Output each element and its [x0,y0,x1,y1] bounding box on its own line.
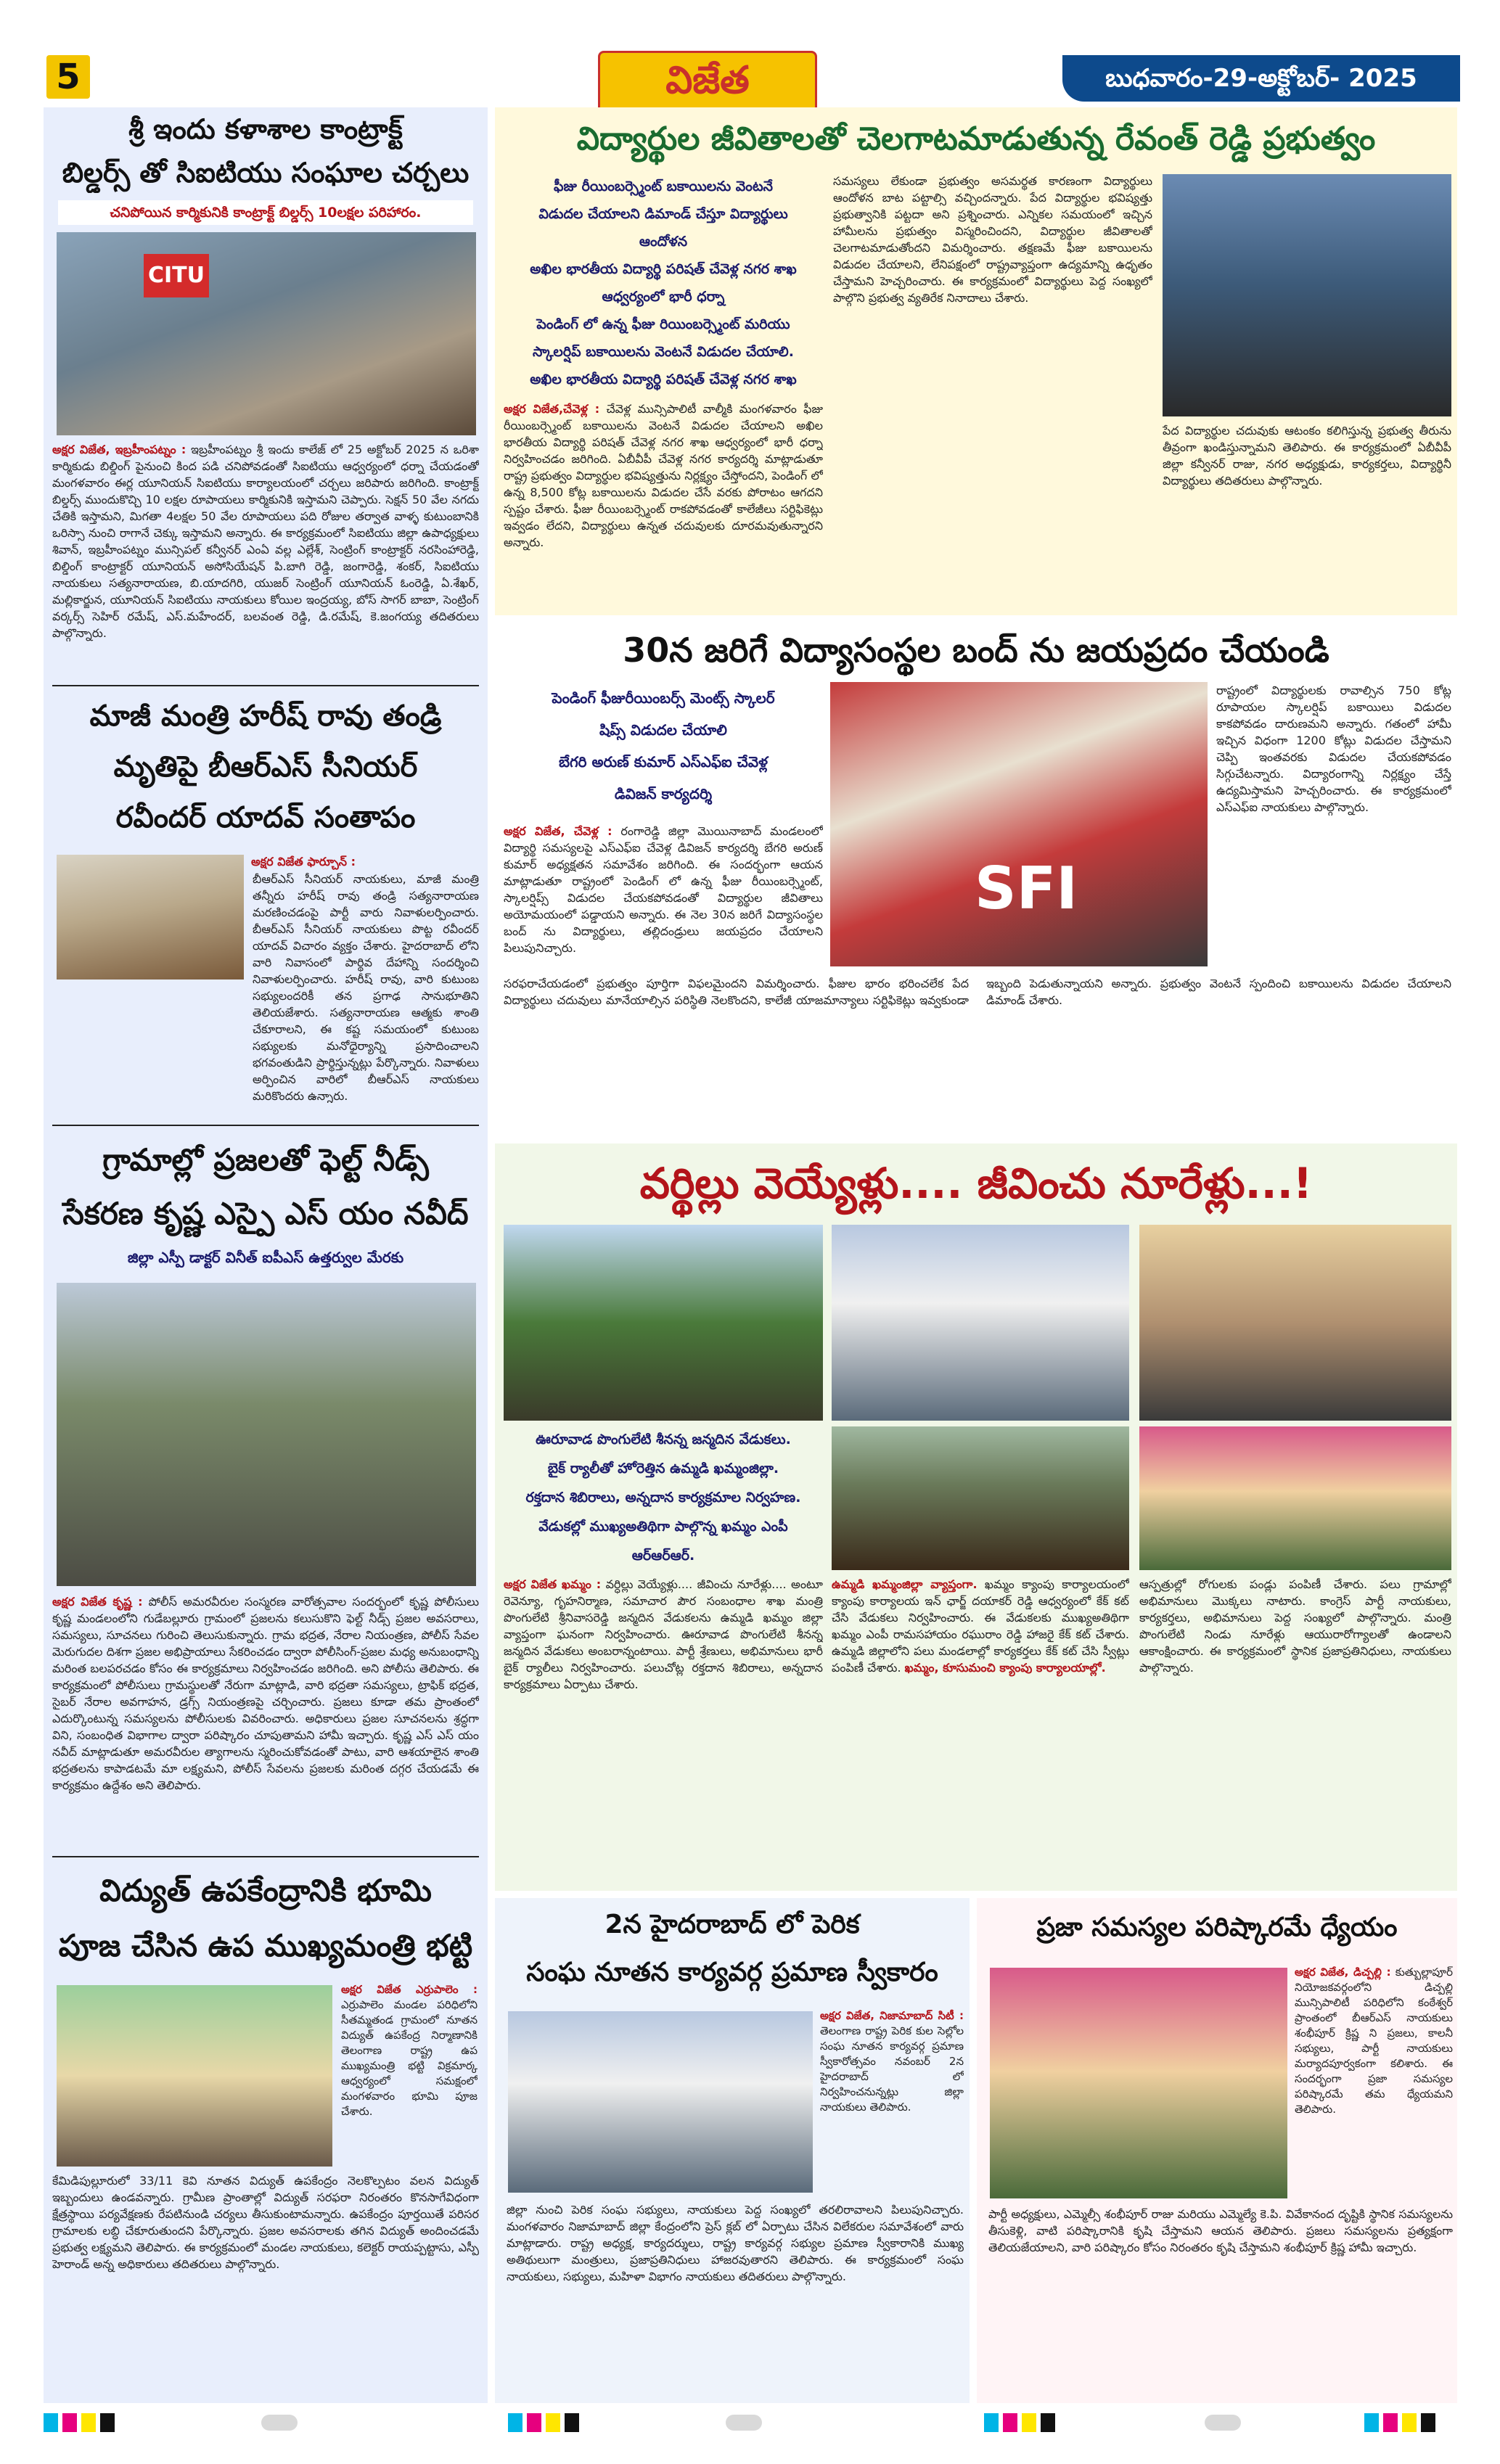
midsec2-body-left [504,823,823,972]
midsec3-body-c [1139,1576,1451,1886]
midsec2-subhead-line: పెండింగ్ ఫీజురీయింబర్స్ మెంట్స్ స్కాలర్ [552,689,775,707]
btmright-body-side [1295,1965,1453,2201]
midtop-subhead-line: అఖిల భారతీయ విద్యార్థి పరిషత్ చేవెళ్ల నగర శాఖ [530,371,797,387]
midsec3-dateline: అక్షర విజేత ఖమ్మం : [504,1577,602,1591]
story1-headline-line1: శ్రీ ఇందు కళాశాల కాంట్రాక్ట్ [128,113,403,145]
midtop-body-left [504,401,823,611]
midsec2-body-right [1216,682,1451,972]
story3-body-text: పోలీస్ అమరవీరుల సంస్మరణ వారోత్సవాల సందర్భంలో కృష్ణ పోలీసులు కృష్ణ మండలంలోని గుడేబల్లూరు గ్రామంలో ప్రజలను కలుసుకొని ఫెల్ట్ నీడ్స్ ప్రజల అవసరాలు, సమస్యలు, సూచనలు గురించి తెలుసుకున్నారు. గ్రామ భద్రత, నేరాల నియంత్రణ, పోలీస్ సేవల మెరుగుదల దిశగా ప్రజల అభిప్రాయాలు సేకరించడం ద్వారా పోలీసింగ్-ప్రజల మధ్య అనుబంధాన్ని మరింత బలపరచడం కోసం ఈ కార్యక్రమాలు నిర్వహించడం జరిగింది. అని పోలీసు తెలిపారు. ఈ కార్యక్రమంలో పోలీసులు గ్రామస్థులతో నేరుగా మాట్లాడి, వారి భద్రతా సమస్యలు, ట్రాఫిక్ భద్రత, సైబర్ నేరాల అవగాహన, డ్రగ్స్ నియంత్రణపై చర్చించారు. ప్రజలు కూడా తమ ప్రాంతంలో ఎదుర్కొంటున్న సమస్యలను పోలీసులకు వివరించారు. అధికారులు ప్రజల సూచనలను శ్రద్ధగా విని, సంబంధిత విభాగాల ద్వారా పరిష్కారం చూపుతామని హామీ ఇచ్చారు. కృష్ణ ఎస్ ఎస్ యం నవీద్ మాట్లాడుతూ అమరవీరుల త్యాగాలను స్మరించుకోవడంతో పాటు, వారి ఆశయాలైన శాంతి భద్రతలను కాపాడటమే మా లక్ష్యమని, పోలీస్ సేవలను ప్రజలకు మరింత దగ్గర చేయడమే ఈ కార్యక్రమం ఉద్దేశం అని తెలిపారు. [52,1595,479,1792]
story4-body [52,2172,479,2399]
btmmid-body-text: జిల్లా నుంచి పెరిక సంఘ సభ్యులు, నాయకులు పెద్ద సంఖ్యలో తరలిరావాలని పిలుపునిచ్చారు. మంగళవారం నిజామాబాద్ జిల్లా కేంద్రంలోని ప్రెస్ క్లబ్ లో ఏర్పాటు చేసిన విలేకరుల సమావేశంలో వారు మాట్లాడారు. రాష్ట్ర అధ్యక్ష, కార్యదర్శులు, రాష్ట్ర కార్యవర్గ సభ్యుల ప్రమాణ స్వీకారానికి ముఖ్య అతిథులుగా మంత్రులు, ప్రజాప్రతినిధులు హాజరవుతారని తెలిపారు. ఈ కార్యక్రమంలో సంఘ నాయకులు, సభ్యులు, మహిళా విభాగం నాయకులు తదితరులు పాల్గొన్నారు. [507,2203,964,2283]
story4-body-side-text: ఎర్రుపాలెం మండల పరిధిలోని సీతమ్మతండ గ్రామంలో నూతన విద్యుత్ ఉపకేంద్ర నిర్మాణానికి తెలంగాణ రాష్ట్ర ఉప ముఖ్యమంత్రి భట్టి విక్రమార్క ఆధ్వర్యంలో సమక్షంలో మంగళవారం భూమి పూజ చేశారు. [341,1998,478,2118]
registration-marks-right [984,2413,1060,2432]
btmright-dateline: అక్షర విజేత, డిచ్పల్లి : [1295,1966,1391,1979]
midsec3-body-b-text: ఖమ్మం క్యాంపు కార్యాలయంలో క్యాంపు కార్యాలయ ఇన్ ఛార్జ్ దయాకర్ రెడ్డి ఆధ్వర్యంలో కేక్ కట్ చేసి వేడుకలు నిర్వహించారు. ఈ వేడుకలకు ముఖ్యఅతిథిగా ఖమ్మం ఎంపీ రామసహాయం రఘురాం రెడ్డి హాజరై కేక్ కట్ చేశారు. ఉమ్మడి జిల్లాలోని పలు మండలాల్లో కార్యకర్తలు కేక్ కట్ చేసి స్వీట్లు పంపిణీ చేశారు. [832,1577,1129,1675]
story3-dateline: అక్షర విజేత కృష్ణ : [52,1595,143,1609]
midsec3-body-b [832,1576,1129,1886]
story1-body [52,441,479,681]
registration-marks-far-right [1364,2413,1440,2432]
story4-dateline: అక్షర విజేత ఎర్రుపాలెం : [341,1983,478,1996]
story3-body [52,1593,479,1833]
black-swatch [1421,2413,1435,2432]
midsec3-photo-cake2 [1139,1225,1451,1421]
midtop-photo [1163,174,1451,416]
midsec2-body-bottom-text: సరఫరాచేయడంలో ప్రభుత్వం పూర్తిగా విఫలమైందని విమర్శించారు. ఫీజుల భారం భరించలేక పేద విద్యార్థులు చదువులు మానేయాల్సిన పరిస్థితి నెలకొందని, కాలేజీ యాజమాన్యాలు సర్టిఫికెట్లు ఇవ్వకుండా ఇబ్బంది పెడుతున్నాయని అన్నారు. ప్రభుత్వం వెంటనే స్పందించి బకాయిలను విడుదల చేయాలని డిమాండ్ చేశారు. [504,977,1451,1007]
btmright-photo [990,1968,1287,2198]
midsec3-caption-line: ఊరూవాడ పొంగులేటి శీనన్న జన్మదిన వేడుకలు. [536,1432,791,1447]
midsec3-photo-event [1139,1426,1451,1570]
divider [52,1856,479,1857]
midsec3-subhead-mid2: ఖమ్మం, కూసుమంచి క్యాంపు కార్యాలయాల్లో. [904,1661,1106,1675]
btmright-body [988,2206,1453,2399]
divider [52,1125,479,1126]
black-swatch [1041,2413,1055,2432]
story3-photo [57,1283,476,1586]
midsec3-photo-group [832,1426,1129,1570]
yellow-swatch [546,2413,560,2432]
story2-dateline: అక్షర విజేత ఫార్చూన్ : [251,855,356,868]
btmmid-body-side [820,2008,964,2198]
registration-pill [1205,2415,1241,2431]
magenta-swatch [1383,2413,1398,2432]
midsec3-body-a-text: వర్ధిల్లు వెయ్యేళ్లు.... జీవించు నూరేళ్లు.... అంటూ రెవెన్యూ, గృహనిర్మాణ, సమాచార పౌర సంబంధాల శాఖ మంత్రి పొంగులేటి శ్రీనివాసరెడ్డి జన్మదిన వేడుకలను ఉమ్మడి ఖమ్మం జిల్లా వ్యాప్తంగా ఘనంగా నిర్వహించారు. ఊరూవాడ పొంగులేటి శీనన్న జన్మదిన వేడుకలు అంబరాన్నంటాయి. పార్టీ శ్రేణులు, అభిమానులు భారీ బైక్ ర్యాలీలు నిర్వహించారు. పలుచోట్ల రక్తదాన శిబిరాలు, అన్నదాన కార్యక్రమాలు ఏర్పాటు చేశారు. [504,1577,823,1691]
cyan-swatch [1364,2413,1379,2432]
midsec2-body-left-text: రంగారెడ్డి జిల్లా మొయినాబాద్ మండలంలో విద్యార్థి సమస్యలపై ఎస్ఎఫ్ఐ చేవెళ్ల డివిజన్ కార్యదర్శి బేగరి అరుణ్ కుమార్ అధ్యక్షతన సమావేశం జరిగింది. ఈ సందర్భంగా ఆయన మాట్లాడుతూ రాష్ట్రంలో పెండింగ్ లో ఉన్న ఫీజు రీయింబర్స్మెంట్, స్కాలర్షిప్స్ విడుదల చేయకపోవడంతో విద్యార్థుల జీవితాలు అయోమయంలో పడ్డాయని అన్నారు. ఈ నెల 30న జరిగే విద్యాసంస్థల బంద్ ను విద్యార్థులు, తల్లిదండ్రులు జయప్రదం చేయాలని పిలుపునిచ్చారు. [504,824,823,955]
story2-body-text: బీఆర్ఎస్ సీనియర్ నాయకులు, మాజీ మంత్రి తన్నీరు హరీష్ రావు తండ్రి సత్యనారాయణ మరణించడంపై పార్టీ వారు నివాళులర్పించారు. బీఆర్ఎస్ సీనియర్ నాయకులు పొట్ట రవీందర్ యాదవ్ విచారం వ్యక్తం చేశారు. హైదరాబాద్ లోని వారి నివాసంలో పార్థివ దేహాన్ని సందర్శించి నివాళులర్పించారు. హరీష్ రావు, వారి కుటుంబ సభ్యులందరికీ తన ప్రగాఢ సానుభూతిని తెలియజేశారు. సత్యనారాయణ ఆత్మకు శాంతి చేకూరాలని, ఈ కష్ట సమయంలో కుటుంబ సభ్యులకు మనోధైర్యాన్ని ప్రసాదించాలని భగవంతుడిని ప్రార్థిస్తున్నట్లు పేర్కొన్నారు. నివాళులు అర్పించిన వారిలో బీఆర్ఎస్ నాయకులు మరికొందరు ఉన్నారు. [253,872,479,1103]
midtop-subhead-line: ఆందోళన [639,234,688,250]
btmmid-headline-line2: సంఘ నూతన కార్యవర్గ ప్రమాణ స్వీకారం [526,1958,938,1987]
cyan-swatch [508,2413,522,2432]
story4-body-text: కేమిడిపుల్లూరులో 33/11 కెవి నూతన విద్యుత్ ఉపకేంద్రం నెలకొల్పటం వలన విద్యుత్ ఇబ్బందులు ఉండవన్నారు. గ్రామీణ ప్రాంతాల్లో విద్యుత్ సరఫరా నిరంతరం కొనసాగేవిధంగా క్షేత్రస్థాయి పర్యవేక్షణకు రేపటినుండి చర్యలు తీసుకుంటామన్నారు. ఉపకేంద్రం పూర్తయితే పరిసర గ్రామాలకు లబ్ధి చేకూరుతుందని పేర్కొన్నారు. ప్రజల అవసరాలకు తగిన విద్యుత్ అందించడమే ప్రభుత్వ లక్ష్యమని తెలిపారు. ఈ కార్యక్రమంలో మండల నాయకులు, కలెక్టర్ రాయప్పట్టాసు, ఎస్పీ హెరాండ్ అన్న అధికారులు తదితరులు పాల్గొన్నారు. [52,2174,479,2271]
midtop-subhead-line: ఆధ్వర్యంలో భారీ ధర్నా [602,289,725,305]
midtop-body-mid-text: సమస్యలు లేకుండా ప్రభుత్వం అసమర్థత కారణంగా విద్యార్థులు ఆందోళన బాట పట్టాల్సి వచ్చిందన్నారు. పేద విద్యార్థుల భవిష్యత్తు ప్రభుత్వానికి పట్టదా అని ప్రశ్నించారు. ఎన్నికల సమయంలో ఇచ్చిన హామీలను ప్రభుత్వం విస్మరించిందని, విద్యార్థుల జీవితాలతో చెలగాటమాడుతోందని విమర్శించారు. తక్షణమే ఫీజు బకాయిలను విడుదల చేయాలని, లేనిపక్షంలో రాష్ట్రవ్యాప్తంగా ఉద్యమాన్ని ఉధృతం చేస్తామని హెచ్చరించారు. ఈ కార్యక్రమంలో విద్యార్థులు పెద్ద సంఖ్యలో పాల్గొని ప్రభుత్వ వ్యతిరేక నినాదాలు చేశారు. [833,174,1152,305]
registration-pill [726,2415,762,2431]
midtop-subheads [504,173,823,398]
story1-headline-line2: బిల్డర్స్ తో సిఐటియు సంఘాల చర్చలు [62,157,470,189]
btmmid-headline-line1: 2న హైదరాబాద్ లో పెరిక [604,1910,860,1939]
btmmid-body [507,2201,964,2399]
midsec2-body-bottom [504,975,1451,1130]
story3-headline-line1: గ్రామాల్లో ప్రజలతో ఫెల్ట్ నీడ్స్ [102,1142,429,1178]
midtop-subhead-line: అఖిల భారతీయ విద్యార్థి పరిషత్ చేవెళ్ల నగర శాఖ [530,261,797,277]
midtop-body-left-text: చేవెళ్ల మున్సిపాలిటీ వాల్మీకి మంగళవారం ఫీజు రీయింబర్స్మెంట్ బకాయిలను వెంటనే విడుదల చేయాలని అఖిల భారతీయ విద్యార్థి పరిషత్ చేవెళ్ల నగర శాఖ ఆధ్వర్యంలో భారీ ధర్నా నిర్వహించడం జరిగింది. ఏబీవీపీ చేవెళ్ల నగర కార్యదర్శి మాట్లాడుతూ రాష్ట్ర ప్రభుత్వం విద్యార్థుల భవిష్యత్తును నిర్లక్ష్యం చేస్తోందని, పెండింగ్ లో ఉన్న 8,500 కోట్ల బకాయిలను విడుదల చేసే వరకు పోరాటం ఆగదని స్పష్టం చేశారు. ఫీజు రీయింబర్స్మెంట్ రాకపోవడంతో కాలేజీలు సర్టిఫికెట్లు ఇవ్వడం లేదని, విద్యార్థులు ఉన్నత చదువులకు దూరమవుతున్నారని అన్నారు. [504,402,823,549]
story4-body-side [341,1982,478,2168]
btmright-headline: ప్రజా సమస్యల పరిష్కారమే ధ్యేయం [1036,1913,1398,1942]
midsec3-photo-cake1 [832,1225,1129,1421]
midsec2-body-right-text: రాష్ట్రంలో విద్యార్థులకు రావాల్సిన 750 కోట్ల రూపాయల స్కాలర్షిప్ బకాయిలు విడుదల కాకపోవడం దారుణమని అన్నారు. గతంలో హామీ ఇచ్చిన విధంగా 1200 కోట్లు విడుదల చేస్తామని చెప్పి ఇంతవరకు విడుదల చేయకపోవడం సిగ్గుచేటన్నారు. విద్యారంగాన్ని నిర్లక్ష్యం చేస్తే ఉద్యమిస్తామని హెచ్చరించారు. ఈ కార్యక్రమంలో ఎస్ఎఫ్ఐ నాయకులు పాల్గొన్నారు. [1216,683,1451,814]
midsec2-dateline: అక్షర విజేత, చేవెళ్ల : [504,824,612,838]
story1-subhead: చనిపోయిన కార్మికునికి కాంట్రాక్ట్ బిల్డర్స్ 10లక్షల పరిహారం. [58,200,473,225]
midsec2-subheads [504,682,823,818]
midsec2-subhead-line: డివిజన్ కార్యదర్శి [614,785,713,802]
story1-dateline: అక్షర విజేత, ఇబ్రహీంపట్నం : [52,443,187,456]
story2-body [52,871,479,1103]
story4-headline-line1: విద్యుత్ ఉపకేంద్రానికి భూమి [99,1873,432,1908]
story2-headline-line3: రవీందర్ యాదవ్ సంతాపం [115,801,416,834]
midtop-headline: విద్యార్థుల జీవితాలతో చెలగాటమాడుతున్న రేవంత్ రెడ్డి ప్రభుత్వం [576,120,1376,157]
yellow-swatch [1402,2413,1417,2432]
btmright-body-side-text: కుత్బుల్లాపూర్ నియోజకవర్గంలోని డిచ్పల్లి మున్సిపాలిటీ పరిధిలోని కంఠేశ్వర్ ప్రాంతంలో బీఆర్ఎస్ నాయకులు శంభీపూర్ క్రిష్ణ ని ప్రజలు, కాలనీ సభ్యులు, పార్టీ నాయకులు మర్యాదపూర్వకంగా కలిశారు. ఈ సందర్భంగా ప్రజా సమస్యల పరిష్కారమే తమ ధ్యేయమని తెలిపారు. [1295,1966,1453,2116]
story3-headline-line2: సేకరణ కృష్ణ ఎస్పై ఎస్ యం నవీద్ [62,1196,469,1231]
story2-headline-line1: మాజీ మంత్రి హరీష్ రావు తండ్రి [89,699,442,733]
midsec3-subhead-mid: ఉమ్మడి ఖమ్మంజిల్లా వ్యాప్తంగా. [832,1577,978,1591]
registration-marks-left [44,2413,119,2432]
midtop-dateline: అక్షర విజేత,చేవెళ్ల : [504,402,600,416]
midsec3-captions [504,1425,823,1570]
masthead-logo: విజేత [598,51,817,113]
midsec2-photo [830,682,1208,966]
midtop-body-mid [833,173,1152,611]
story3-subhead: జిల్లా ఎస్పీ డాక్టర్ వినీత్ ఐపీఎస్ ఉత్తర్వుల మేరకు [127,1249,404,1266]
story2-headline-line2: మృతిపై బీఆర్ఎస్ సీనియర్ [113,750,418,784]
midtop-body-right-text: పేద విద్యార్థుల చదువుకు ఆటంకం కలిగిస్తున్న ప్రభుత్వ తీరును తీవ్రంగా ఖండిస్తున్నామని తెలిపారు. ఈ కార్యక్రమంలో ఏబీవీపీ జిల్లా కన్వీనర్ రాజు, నగర అధ్యక్షుడు, కార్యకర్తలు, విద్యార్థినీ విద్యార్థులు తదితరులు పాల్గొన్నారు. [1163,424,1451,488]
midsec3-caption-line: ఆర్ఆర్ఆర్. [631,1548,695,1564]
story4-photo [57,1985,332,2167]
yellow-swatch [81,2413,96,2432]
btmmid-dateline: అక్షర విజేత, నిజామాబాద్ సిటీ : [820,2009,964,2022]
cyan-swatch [984,2413,999,2432]
black-swatch [565,2413,579,2432]
midtop-subhead-line: పెండింగ్ లో ఉన్న ఫీజు రియింబర్స్మెంట్ మరియు [536,316,790,332]
sfi-banner: SFI [974,855,1078,922]
story4-headline-line2: పూజ చేసిన ఉప ముఖ్యమంత్రి భట్టి [58,1928,473,1963]
magenta-swatch [527,2413,541,2432]
magenta-swatch [62,2413,77,2432]
story1-photo [57,232,476,435]
story1-body-text: ఇబ్రహీంపట్నం శ్రీ ఇందు కాలేజ్ లో 25 అక్టోబర్ 2025 న ఒరిశా కార్మికుడు బిల్డింగ్ పైనుంచి కింద పడి చనిపోవడంతో సిఐటియు ఆధ్వర్యంలో ధర్నా చేయడంతో మంగళవారం ఈర్ల యూనియన్ సిఐటియు కార్యాలయంలో చర్చలు జరిపారు జరిగింది. కాంట్రాక్ట్ బిల్డర్స్ ముందుకొచ్చి 10 లక్షల రూపాయలు కార్మికునికి ఇస్తామని చెప్పారు. సెక్షన్ 50 వేల నగదు చేతికి ఇస్తామని, మిగతా 4లక్షల 50 వేల రూపాయలు పది రోజుల తర్వాత వాళ్ళ కుటుంబానికి ఒరిస్సా నుంచి రాగానే చెక్కు ఇస్తామని అన్నారు. ఈ కార్యక్రమంలో సిఐటియు జిల్లా ఉపాధ్యక్షులు శివాన్, ఇబ్రహీంపట్నం మున్సిపల్ కన్వీనర్ ఎంఏ వల్ల ఎల్లేశ్, సెంట్రింగ్ కాంట్రాక్టర్ నరసింహారెడ్డి, బిల్డింగ్ కాంట్రాక్టర్ యూనియన్ అసోసియేషన్ పి.బాగి రెడ్డి, జంగారెడ్డి, శంకర్, సిఐటియు నాయకులు సత్యనారాయణ, బి.యాదగిరి, యుజర్ సెంట్రింగ్ యూనియన్ ఓంరెడ్డి, ఏ.శేఖర్, మల్లికార్జున, యూనియన్ సిఐటియు నాయకులు కోయిల ఇంద్రయ్య, బోస్ సాగర్ బాబా, సెంట్రింగ్ వర్కర్స్ సెహిర్ రమేష్, ఎస్.మహేందర్, బలవంత రెడ్డి, డి.రమేష్, కె.జంగయ్య తదితరులు పాల్గొన్నారు. [52,443,479,640]
midsec2-headline: 30న జరిగే విద్యాసంస్థల బంద్ ను జయప్రదం చేయండి [623,631,1329,670]
page-number: 5 [46,55,90,99]
midtop-body-right [1163,422,1451,611]
divider [52,685,479,686]
registration-marks-mid [508,2413,583,2432]
midsec3-body-c-text: ఆస్పత్రుల్లో రోగులకు పండ్లు పంపిణీ చేశారు. పలు గ్రామాల్లో అభిమానులు మొక్కలు నాటారు. కాంగ్రెస్ పార్టీ నాయకులు, కార్యకర్తలు, అభిమానులు పెద్ద సంఖ్యలో పాల్గొన్నారు. మంత్రి పొంగులేటి నిండు నూరేళ్లు ఆయురారోగ్యాలతో ఉండాలని ఆకాంక్షించారు. ఈ కార్యక్రమంలో స్థానిక ప్రజాప్రతినిధులు, నాయకులు పాల్గొన్నారు. [1139,1577,1451,1675]
midsec3-body-a [504,1576,823,1886]
magenta-swatch [1003,2413,1017,2432]
yellow-swatch [1022,2413,1036,2432]
midtop-subhead-line: ఫీజు రీయింబర్స్మెంట్ బకాయిలను వెంటనే [554,178,773,194]
registration-pill [261,2415,298,2431]
midsec2-subhead-line: బేగరి అరుణ్ కుమార్ ఎస్ఎఫ్ఐ చేవెళ్ల [558,753,769,771]
black-swatch [100,2413,115,2432]
midtop-subhead-line: విడుదల చేయాలని డిమాండ్ చేస్తూ విద్యార్థులు [538,206,788,222]
midsec3-caption-line: బైక్ ర్యాలీతో హోరెత్తిన ఉమ్మడి ఖమ్మంజిల్లా. [547,1461,779,1477]
midsec3-caption-line: రక్తదాన శిబిరాలు, అన్నదాన కార్యక్రమాల నిర్వహణ. [525,1490,801,1506]
midsec2-subhead-line: షిప్స్ విడుదల చేయాలి [599,721,727,739]
btmright-body-text: పార్టీ అధ్యక్షులు, ఎమ్మెల్సీ శంభీపూర్ రాజు మరియు ఎమ్మెల్యే కె.పి. వివేకానంద దృష్టికి స్థానిక సమస్యలను తీసుకెళ్లి, వాటి పరిష్కారానికి కృషి చేస్తామని ఆయన తెలిపారు. ప్రజలు సమస్యలను ప్రత్యక్షంగా తెలియజేయాలని, వారి పరిష్కారం కోసం నిరంతరం కృషి చేస్తామని శంభీపూర్ క్రిష్ణ హామీ ఇచ్చారు. [988,2207,1453,2254]
midsec3-photo-rally [504,1225,823,1421]
cyan-swatch [44,2413,58,2432]
date-banner: బుధవారం-29-అక్టోబర్- 2025 [1062,55,1460,102]
citu-banner: CITU [144,254,209,297]
midsec3-headline: వర్థిల్లు వెయ్యేళ్లు.... జీవించు నూరేళ్లు...! [639,1159,1313,1208]
btmmid-body-side-text: తెలంగాణ రాష్ట్ర పెరిక కుల సెల్లోల సంఘ నూతన కార్యవర్గ ప్రమాణ స్వీకారోత్సవం నవంబర్ 2న హైదరాబాద్ లో నిర్వహించనున్నట్లు జిల్లా నాయకులు తెలిపారు. [820,2024,964,2114]
midsec3-caption-line: వేడుకల్లో ముఖ్యఅతిథిగా పాల్గొన్న ఖమ్మం ఎంపీ [538,1519,788,1535]
midtop-subhead-line: స్కాలర్షిప్ బకాయిలను వెంటనే విడుదల చేయాలి. [533,344,794,360]
btmmid-photo [508,2011,813,2193]
